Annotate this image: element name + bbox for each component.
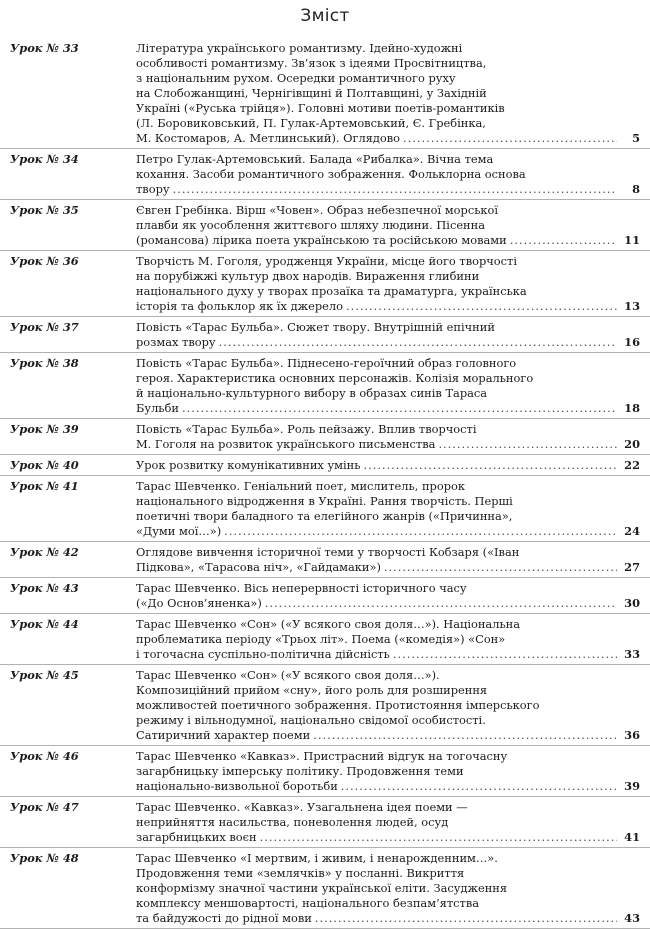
description-line: національно-визвольної боротьби xyxy=(136,779,338,793)
toc-entry[interactable] xyxy=(0,797,650,848)
description-line: неприйняття насильства, поневолення людей, осуд xyxy=(136,815,449,829)
description-line: Бульби xyxy=(136,401,179,415)
description-line: на Слобожанщині, Чернігівщині й Полтавщині, у Західній xyxy=(136,86,487,100)
toc-entry[interactable] xyxy=(0,476,650,542)
description-line: Петро Гулак-Артемовський. Балада «Рибалка». Вічна тема xyxy=(136,152,494,166)
toc-entry[interactable] xyxy=(0,614,650,665)
lesson-number: Урок № 37 xyxy=(10,320,79,334)
description-line: особливості романтизму. Зв’язок з ідеями Просвітництва, xyxy=(136,56,487,70)
description-line: героя. Характеристика основних персонажів. Колізія морального xyxy=(136,371,534,385)
description-line: твору xyxy=(136,182,170,196)
page-number: 16 xyxy=(624,335,640,349)
description-line: Література українського романтизму. Ідейно-художні xyxy=(136,41,463,55)
description-line: Тарас Шевченко «Сон» («У всякого своя доля…»). Національна xyxy=(136,617,521,631)
lesson-description xyxy=(136,617,640,662)
toc-entry[interactable] xyxy=(0,848,650,929)
dot-leader xyxy=(315,911,617,926)
description-line: плавби як уособлення життєвого шляху людини. Пісенна xyxy=(136,218,486,232)
description-line: («До Основ’яненка») xyxy=(136,596,262,610)
page-number: 5 xyxy=(632,131,640,145)
dot-leader xyxy=(219,335,617,350)
lesson-description xyxy=(136,152,640,197)
lesson-number: Урок № 47 xyxy=(10,800,79,814)
lesson-number: Урок № 46 xyxy=(10,749,79,763)
toc-entry[interactable] xyxy=(0,746,650,797)
page-number: 27 xyxy=(624,560,640,574)
description-line: національного духу у творах прозаїка та драматурга, українська xyxy=(136,284,527,298)
toc-entry[interactable] xyxy=(0,251,650,317)
page-number: 39 xyxy=(624,779,640,793)
lesson-description xyxy=(136,458,640,473)
toc-entry[interactable] xyxy=(0,353,650,419)
page-number: 33 xyxy=(624,647,640,661)
description-line: Продовження теми «землячків» у посланні. Викриття xyxy=(136,866,465,880)
description-line: загарбницьку імперську політику. Продовження теми xyxy=(136,764,464,778)
page-number: 8 xyxy=(632,182,640,196)
dot-leader xyxy=(403,131,617,146)
description-line: Тарас Шевченко. Вісь неперервності історичного часу xyxy=(136,581,467,595)
lesson-description xyxy=(136,545,640,575)
page-number: 11 xyxy=(624,233,640,247)
lesson-number: Урок № 33 xyxy=(10,41,79,55)
page-number: 22 xyxy=(624,458,640,472)
table-of-contents xyxy=(0,38,650,929)
dot-leader xyxy=(438,437,617,452)
description-line: конформізму значної частини української еліти. Засудження xyxy=(136,881,508,895)
dot-leader xyxy=(393,647,617,662)
toc-entry[interactable] xyxy=(0,200,650,251)
description-line: розмах твору xyxy=(136,335,216,349)
description-line: Урок розвитку комунікативних умінь xyxy=(136,458,361,472)
description-line: Повість «Тарас Бульба». Піднесено-героїчний образ головного xyxy=(136,356,517,370)
lesson-number: Урок № 43 xyxy=(10,581,79,595)
description-line: М. Гоголя на розвиток українського письменства xyxy=(136,437,436,451)
description-line: Тарас Шевченко. «Кавказ». Узагальнена ідея поеми — xyxy=(136,800,468,814)
lesson-description xyxy=(136,749,640,794)
description-line: історія та фольклор як їх джерело xyxy=(136,299,343,313)
description-line: «Думи мої…») xyxy=(136,524,222,538)
lesson-number: Урок № 44 xyxy=(10,617,79,631)
description-line: Євген Гребінка. Вірш «Човен». Образ небезпечної морської xyxy=(136,203,499,217)
description-line: Тарас Шевченко «Кавказ». Пристрасний відгук на тогочасну xyxy=(136,749,508,763)
description-line: і тогочасна суспільно-політична дійсність xyxy=(136,647,390,661)
lesson-number: Урок № 38 xyxy=(10,356,79,370)
dot-leader xyxy=(173,182,617,197)
lesson-number: Урок № 35 xyxy=(10,203,79,217)
toc-entry[interactable] xyxy=(0,149,650,200)
description-line: на порубіжжі культур двох народів. Вираження глибини xyxy=(136,269,480,283)
description-line: Підкова», «Тарасова ніч», «Гайдамаки») xyxy=(136,560,381,574)
lesson-number: Урок № 40 xyxy=(10,458,79,472)
description-line: та байдужості до рідної мови xyxy=(136,911,312,925)
dot-leader xyxy=(224,524,617,539)
dot-leader xyxy=(384,560,617,575)
description-line: проблематика періоду «Трьох літ». Поема («комедія») «Сон» xyxy=(136,632,506,646)
lesson-number: Урок № 39 xyxy=(10,422,79,436)
toc-entry[interactable] xyxy=(0,542,650,578)
dot-leader xyxy=(341,779,617,794)
description-line: Тарас Шевченко «І мертвим, і живим, і ненарожденним…». xyxy=(136,851,498,865)
description-line: Композиційний прийом «сну», його роль для розширення xyxy=(136,683,488,697)
page-number: 30 xyxy=(624,596,640,610)
page-number: 24 xyxy=(624,524,640,538)
page-number: 43 xyxy=(624,911,640,925)
page-number: 36 xyxy=(624,728,640,742)
lesson-number: Урок № 42 xyxy=(10,545,79,559)
description-line: Сатиричний характер поеми xyxy=(136,728,311,742)
description-line: Повість «Тарас Бульба». Сюжет твору. Внутрішній епічний xyxy=(136,320,495,334)
toc-entry[interactable] xyxy=(0,419,650,455)
lesson-number: Урок № 41 xyxy=(10,479,79,493)
dot-leader xyxy=(363,458,617,473)
description-line: (романсова) лірика поета українською та російською мовами xyxy=(136,233,507,247)
page-number: 18 xyxy=(624,401,640,415)
toc-entry[interactable] xyxy=(0,665,650,746)
lesson-description xyxy=(136,800,640,845)
description-line: Повість «Тарас Бульба». Роль пейзажу. Вплив творчості xyxy=(136,422,477,436)
lesson-description xyxy=(136,320,640,350)
description-line: можливостей поетичного зображення. Протистояння імперського xyxy=(136,698,540,712)
lesson-description xyxy=(136,41,640,146)
description-line: загарбницьких воєн xyxy=(136,830,257,844)
description-line: кохання. Засоби романтичного зображення. Фольклорна основа xyxy=(136,167,526,181)
description-line: Оглядове вивчення історичної теми у творчості Кобзаря («Іван xyxy=(136,545,520,559)
dot-leader xyxy=(265,596,617,611)
description-line: й національно-культурного вибору в образах синів Тараса xyxy=(136,386,488,400)
lesson-description xyxy=(136,422,640,452)
page-number: 13 xyxy=(624,299,640,313)
lesson-description xyxy=(136,581,640,611)
toc-entry[interactable] xyxy=(0,38,650,149)
lesson-number: Урок № 45 xyxy=(10,668,79,682)
description-line: (Л. Боровиковський, П. Гулак-Артемовський, Є. Гребінка, xyxy=(136,116,486,130)
lesson-number: Урок № 34 xyxy=(10,152,79,166)
lesson-description xyxy=(136,203,640,248)
lesson-number: Урок № 36 xyxy=(10,254,79,268)
lesson-description xyxy=(136,668,640,743)
description-line: режиму і вільнодумної, національно свідомої особистості. xyxy=(136,713,486,727)
lesson-description xyxy=(136,356,640,416)
toc-entry[interactable] xyxy=(0,317,650,353)
lesson-description xyxy=(136,254,640,314)
description-line: Тарас Шевченко «Сон» («У всякого своя доля…»). xyxy=(136,668,440,682)
description-line: М. Костомаров, А. Метлинський). Оглядово xyxy=(136,131,401,145)
dot-leader xyxy=(260,830,617,845)
dot-leader xyxy=(346,299,617,314)
lesson-description xyxy=(136,851,640,926)
dot-leader xyxy=(510,233,617,248)
page-number: 20 xyxy=(624,437,640,451)
dot-leader xyxy=(182,401,617,416)
dot-leader xyxy=(313,728,617,743)
lesson-description xyxy=(136,479,640,539)
description-line: поетичні твори баладного та елегійного жанрів («Причинна», xyxy=(136,509,513,523)
lesson-number: Урок № 48 xyxy=(10,851,79,865)
page-title: Зміст xyxy=(300,6,350,26)
toc-entry[interactable] xyxy=(0,455,650,476)
description-line: з національним рухом. Осередки романтичного руху xyxy=(136,71,456,85)
description-line: Україні («Руська трійця»). Головні мотиви поетів-романтиків xyxy=(136,101,505,115)
description-line: Тарас Шевченко. Геніальний поет, мислитель, пророк xyxy=(136,479,465,493)
toc-entry[interactable] xyxy=(0,578,650,614)
description-line: національного відродження в Україні. Рання творчість. Перші xyxy=(136,494,513,508)
description-line: Творчість М. Гоголя, уродженця України, місце його творчості xyxy=(136,254,517,268)
description-line: комплексу меншовартості, національного безпам’ятства xyxy=(136,896,480,910)
page-number: 41 xyxy=(624,830,640,844)
